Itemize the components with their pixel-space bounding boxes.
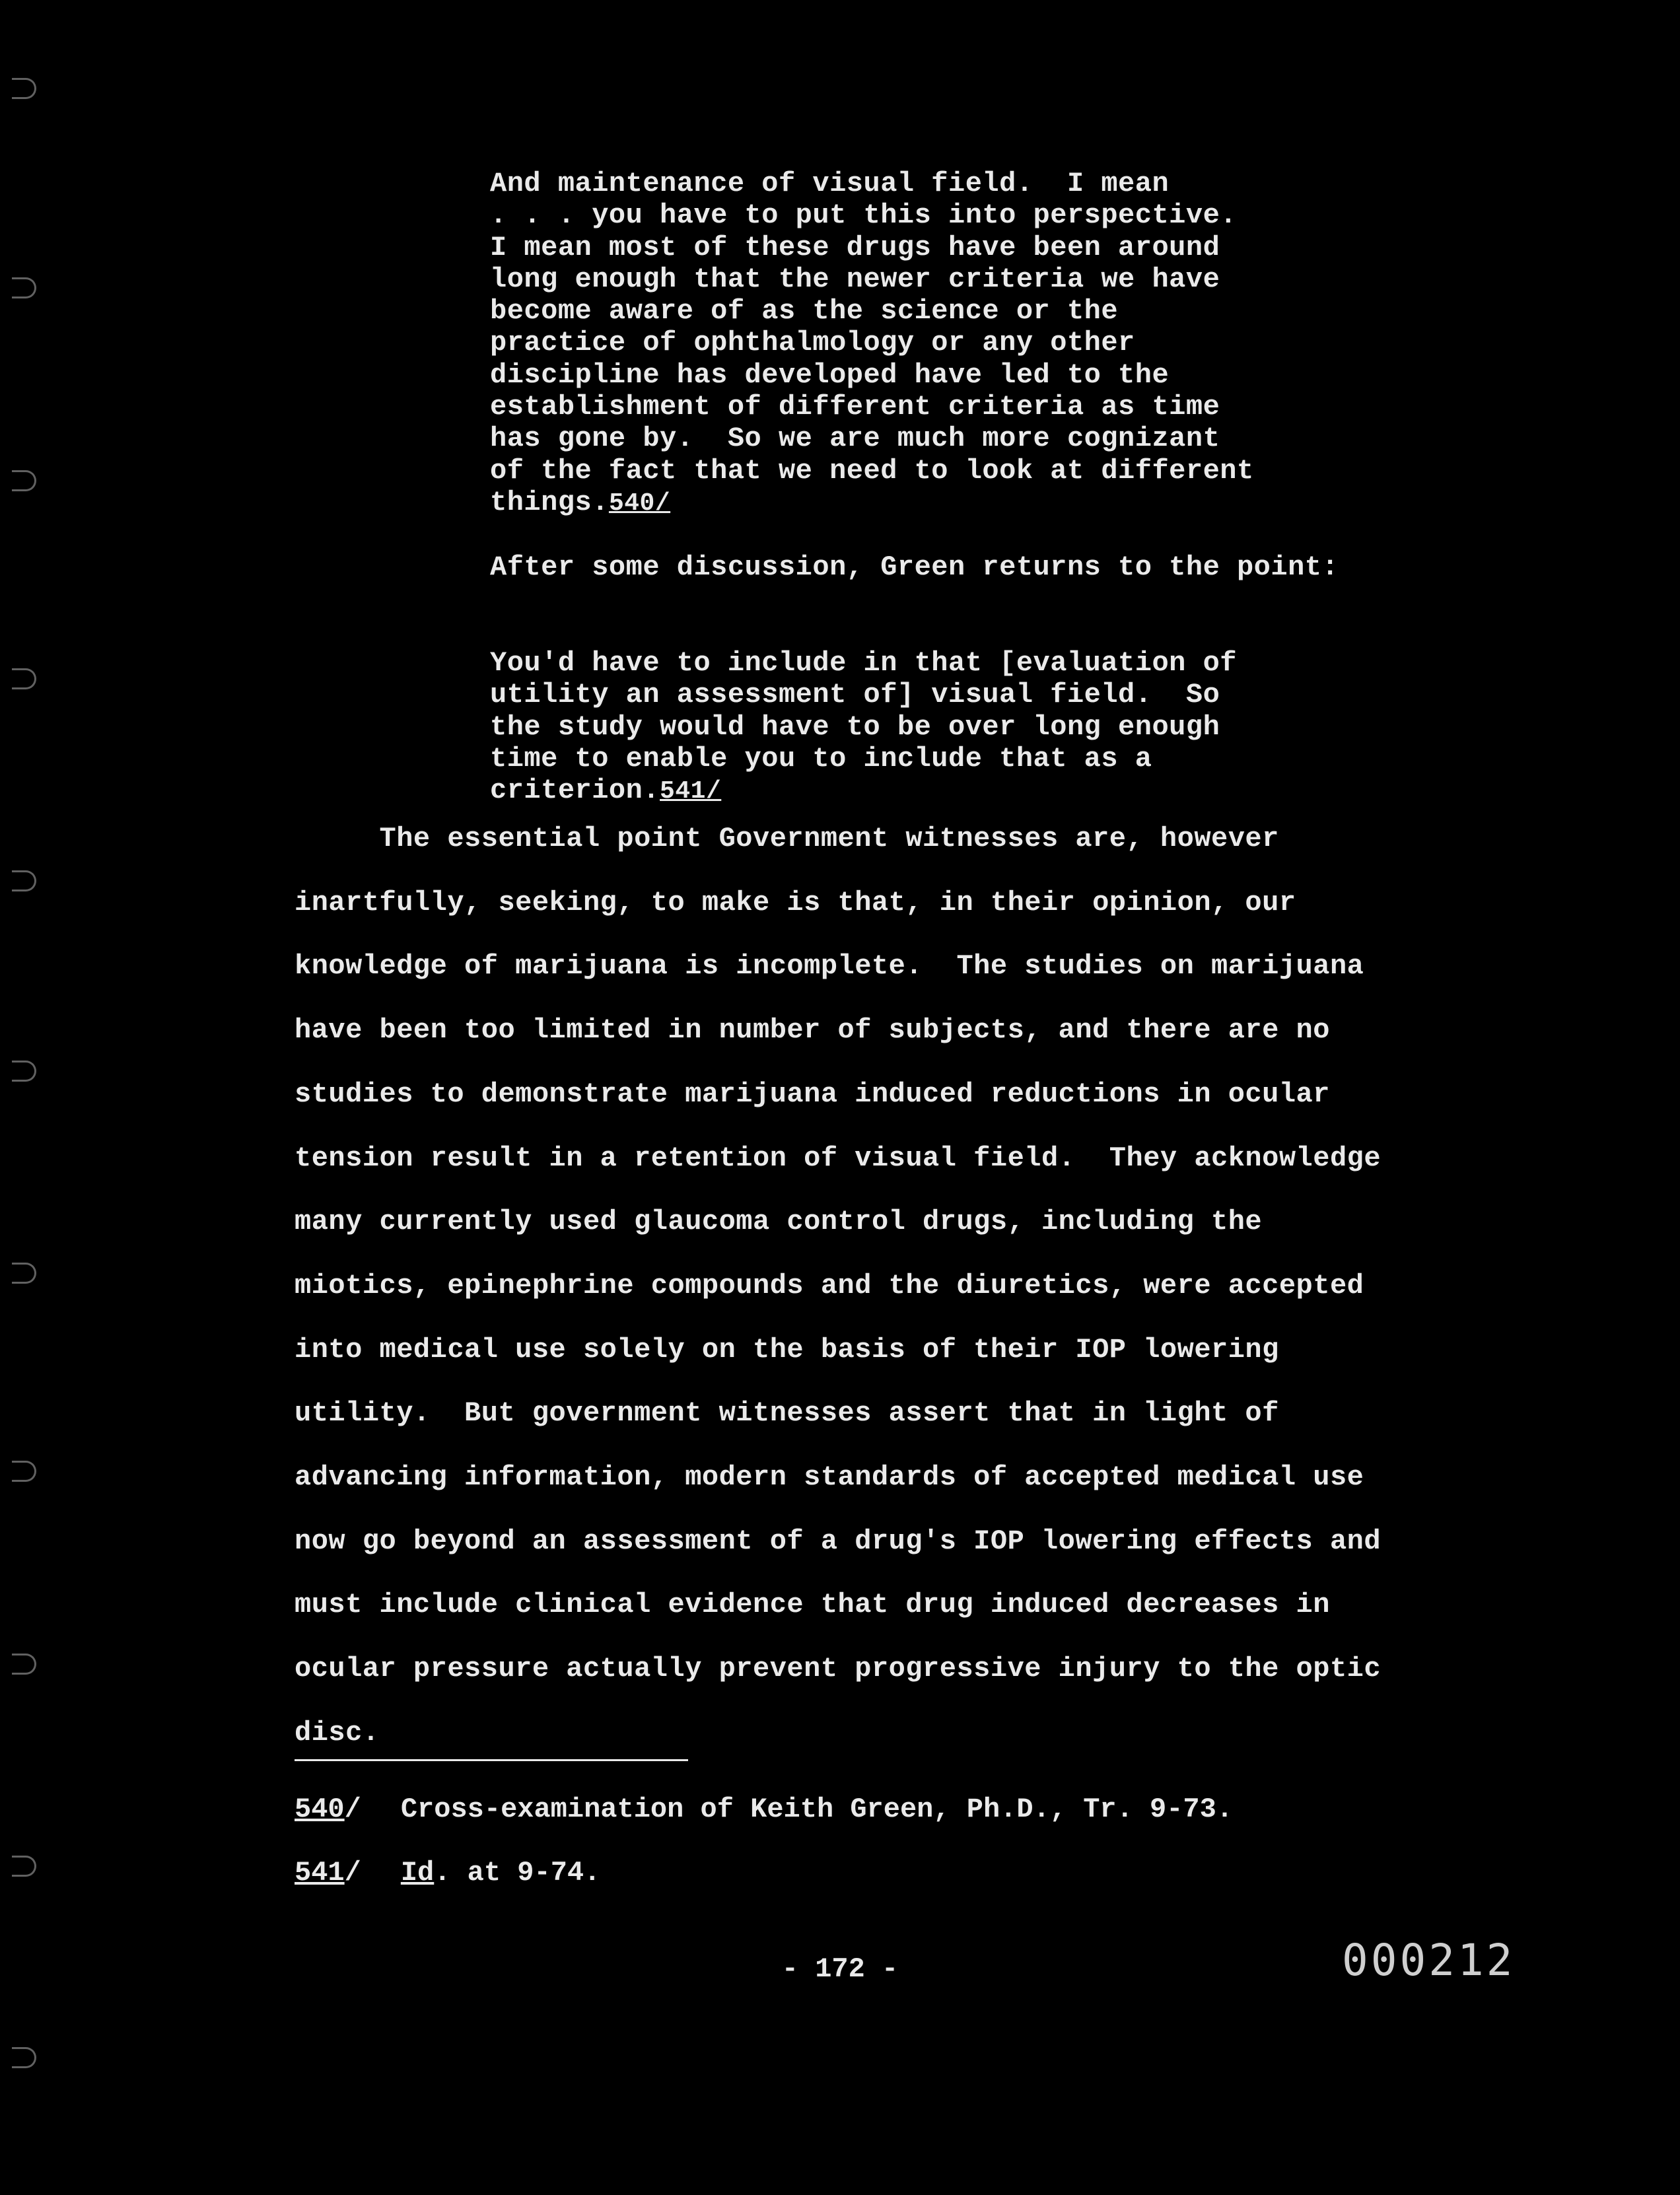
punch-hole-mark	[12, 2047, 36, 2068]
punch-hole-mark	[12, 1461, 36, 1482]
footnote-divider	[295, 1759, 688, 1761]
punch-hole-mark	[12, 870, 36, 891]
punch-hole-mark	[12, 1856, 36, 1877]
footnote-text: Cross-examination of Keith Green, Ph.D., Tr. 9-73.	[400, 1794, 1234, 1825]
block-quote-green-2	[490, 647, 1237, 808]
punch-hole-mark	[12, 668, 36, 689]
page-number: - 172 -	[781, 1953, 899, 1985]
footnote-number: 541	[295, 1857, 345, 1889]
punch-hole-mark	[12, 1263, 36, 1284]
punch-hole-mark	[12, 277, 36, 298]
punch-hole-mark	[12, 1654, 36, 1675]
punch-hole-mark	[12, 78, 36, 99]
body-paragraph: The essential point Government witnesses are, however inartfully, seeking, to make is that, in their opinion, our knowledge of marijuana is incomplete. The studies on marijuana have been too limited in number of subjects, and there are no studies to demonstrate marijuana induced reductions in ocular tension result in a retention of visual field. They acknowledge many currently used glaucoma control drugs, including the miotics, epinephrine compounds and the diuretics, were accepted into medical use solely on the basis of their IOP lowering utility. But government witnesses assert that in light of advancing information, modern standards of accepted medical use now go beyond an assessment of a drug's IOP lowering effects and must include clinical evidence that drug induced decreases in ocular pressure actually prevent progressive injury to the optic disc.	[295, 823, 1382, 1749]
footnote-slash: /	[344, 1794, 361, 1825]
footnote-number: 540	[295, 1794, 345, 1825]
footnote-text: . at 9-74.	[434, 1857, 601, 1889]
punch-hole-mark	[12, 1061, 36, 1082]
footnote-540	[295, 1794, 1233, 1825]
footnote-slash: /	[344, 1857, 361, 1889]
transition-sentence: After some discussion, Green returns to the point:	[490, 551, 1339, 583]
quote-text: And maintenance of visual field. I mean . . . you have to put this into perspective. I mean most of these drugs have been around long enough that the newer criteria we have become aware of as the science or the practice of ophthalmology or any other discipline has developed have led to the establishment of different criteria as time has gone by. So we are much more cognizant of the fact that we need to look at different things.	[490, 168, 1254, 518]
bates-number-stamp: 000212	[1342, 1935, 1516, 1986]
footnote-id-citation: Id	[400, 1857, 435, 1889]
footnote-541	[295, 1857, 600, 1889]
footnote-reference-540: 540/	[608, 489, 671, 518]
block-quote-green-1	[490, 168, 1254, 520]
punch-hole-mark	[12, 470, 36, 491]
quote-text: You'd have to include in that [evaluation of utility an assessment of] visual field. So the study would have to be over long enough time to enable you to include that as a criterion.	[490, 647, 1237, 807]
footnote-reference-541: 541/	[660, 777, 722, 806]
